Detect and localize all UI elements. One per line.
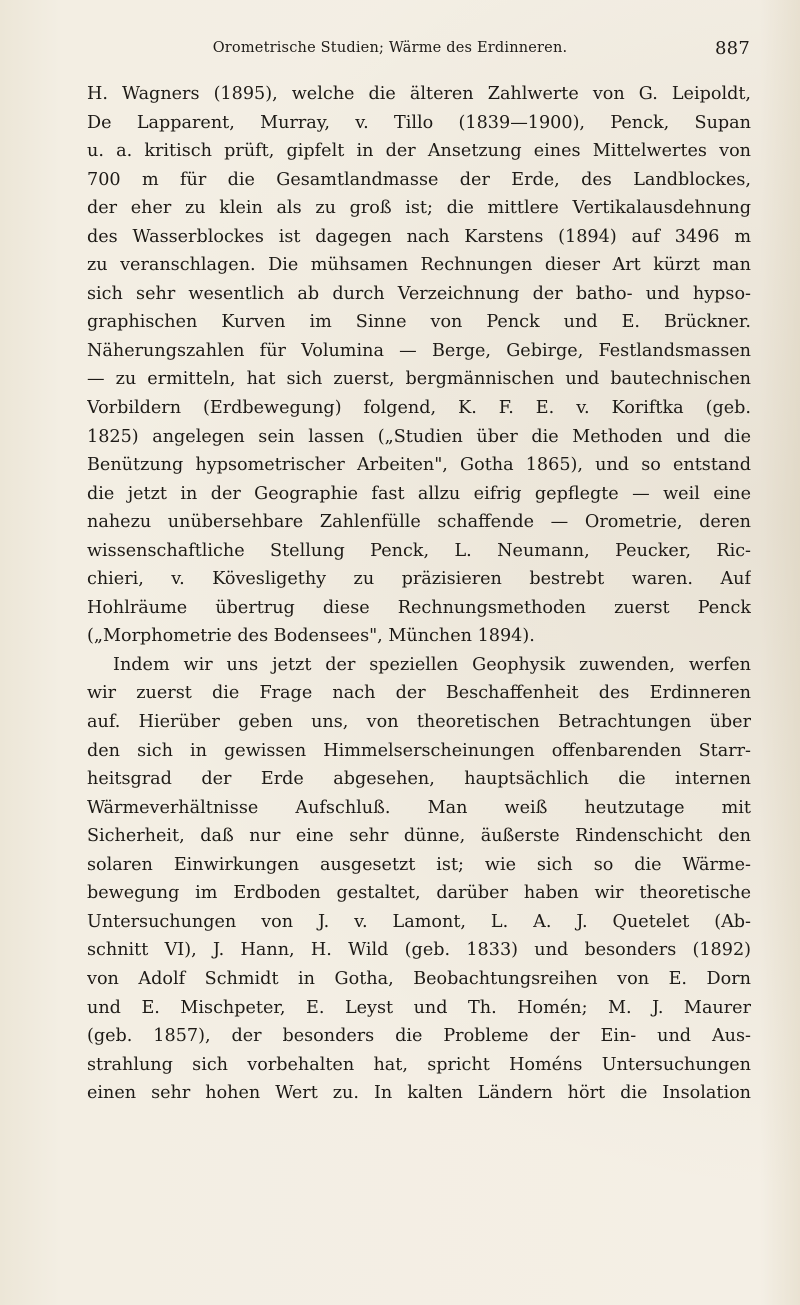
text-line: Wärmeverhältnisse Aufschluß. Man weiß heutzutage mit [87, 797, 751, 818]
text-line: Sicherheit, daß nur eine sehr dünne, äußerste Rindenschicht den [87, 826, 751, 847]
text-line: wir zuerst die Frage nach der Beschaffenheit des Erdinneren [87, 683, 751, 704]
text-line: strahlung sich vorbehalten hat, spricht Homéns Untersuchungen [87, 1054, 751, 1075]
running-head [90, 38, 750, 62]
text-line: die jetzt in der Geographie fast allzu eifrig gepflegte — weil eine [87, 483, 751, 504]
text-line: Benützung hypsometrischer Arbeiten", Gotha 1865), und so entstand [87, 455, 751, 476]
body-text [87, 80, 751, 1108]
text-line: von Adolf Schmidt in Gotha, Beobachtungsreihen von E. Dorn [87, 968, 751, 989]
paragraph-1 [87, 80, 751, 651]
text-line: heitsgrad der Erde abgesehen, hauptsächlich die internen [87, 769, 751, 790]
paragraph-2 [87, 651, 751, 1108]
text-line: wissenschaftliche Stellung Penck, L. Neumann, Peucker, Ric- [87, 540, 751, 561]
page-number: 887 [715, 38, 750, 59]
text-line: graphischen Kurven im Sinne von Penck und E. Brückner. [87, 312, 751, 333]
text-line: u. a. kritisch prüft, gipfelt in der Ansetzung eines Mittelwertes von [87, 141, 751, 162]
running-head-title: Orometrische Studien; Wärme des Erdinneren. [212, 40, 568, 56]
text-line: zu veranschlagen. Die mühsamen Rechnungen dieser Art kürzt man [87, 255, 751, 276]
text-line: Näherungszahlen für Volumina — Berge, Gebirge, Festlandsmassen [87, 340, 751, 361]
text-line: chieri, v. Kövesligethy zu präzisieren bestrebt waren. Auf [87, 569, 751, 590]
text-line: Hohlräume übertrug diese Rechnungsmethoden zuerst Penck [87, 597, 751, 618]
text-line: De Lapparent, Murray, v. Tillo (1839—1900), Penck, Supan [87, 112, 751, 133]
text-line: Indem wir uns jetzt der speziellen Geophysik zuwenden, werfen [113, 654, 751, 675]
text-line: auf. Hierüber geben uns, von theoretischen Betrachtungen über [87, 712, 751, 733]
text-line: bewegung im Erdboden gestaltet, darüber haben wir theoretische [87, 883, 751, 904]
text-line: („Morphometrie des Bodensees", München 1894). [87, 626, 535, 647]
text-line: einen sehr hohen Wert zu. In kalten Ländern hört die Insolation [87, 1083, 751, 1104]
text-line: Vorbildern (Erdbewegung) folgend, K. F. E. v. Koriftka (geb. [87, 398, 751, 419]
text-line: (geb. 1857), der besonders die Probleme der Ein- und Aus- [87, 1026, 751, 1047]
text-line: und E. Mischpeter, E. Leyst und Th. Homén; M. J. Maurer [87, 997, 751, 1018]
text-line: — zu ermitteln, hat sich zuerst, bergmännischen und bautechnischen [87, 369, 751, 390]
text-line: Untersuchungen von J. v. Lamont, L. A. J. Quetelet (Ab- [87, 911, 751, 932]
text-line: solaren Einwirkungen ausgesetzt ist; wie sich so die Wärme- [87, 854, 751, 875]
text-line: des Wasserblockes ist dagegen nach Karstens (1894) auf 3496 m [87, 226, 751, 247]
text-line: den sich in gewissen Himmelserscheinungen offenbarenden Starr- [87, 740, 751, 761]
text-line: nahezu unübersehbare Zahlenfülle schaffende — Orometrie, deren [87, 512, 751, 533]
text-line: schnitt VI), J. Hann, H. Wild (geb. 1833) und besonders (1892) [87, 940, 751, 961]
text-line: 700 m für die Gesamtlandmasse der Erde, des Landblockes, [87, 169, 751, 190]
text-line: H. Wagners (1895), welche die älteren Zahlwerte von G. Leipoldt, [87, 84, 751, 104]
text-line: sich sehr wesentlich ab durch Verzeichnung der batho- und hypso- [87, 283, 751, 304]
text-line: der eher zu klein als zu groß ist; die mittlere Vertikalausdehnung [87, 198, 751, 219]
text-line: 1825) angelegen sein lassen („Studien über die Methoden und die [87, 426, 751, 447]
